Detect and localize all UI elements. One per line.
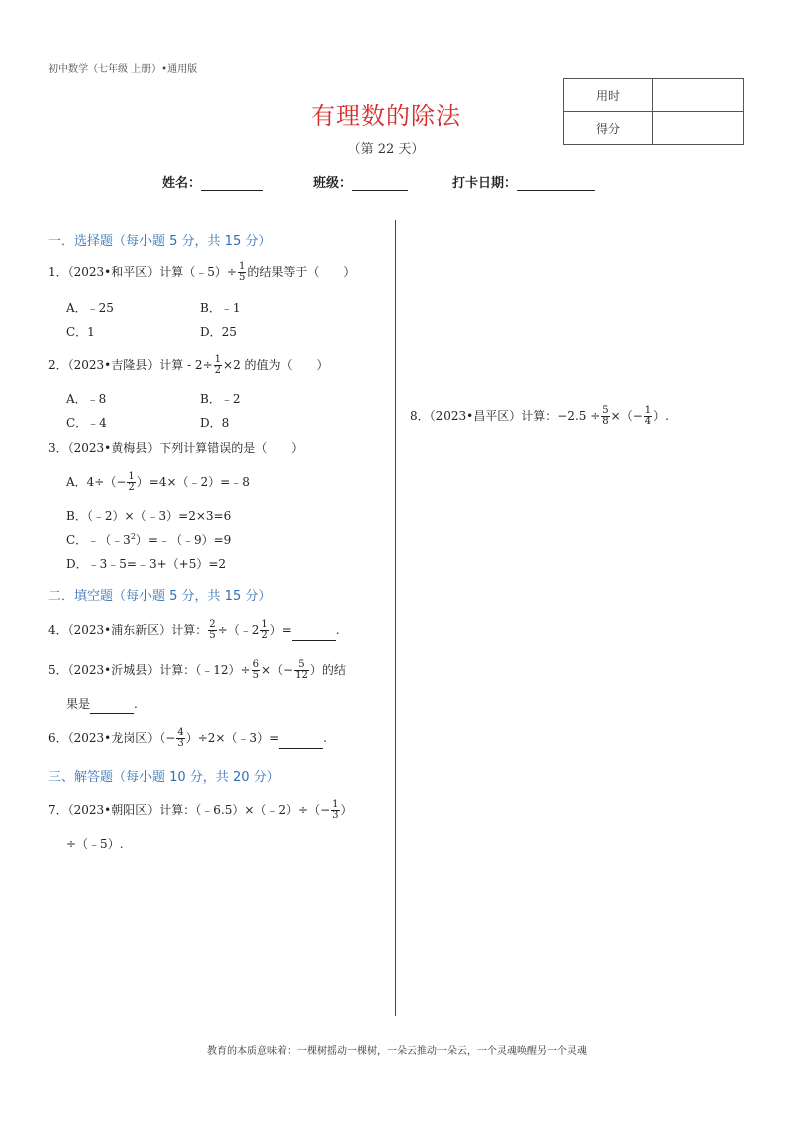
question-5-line2: 果是 . — [66, 694, 138, 714]
header-text: 初中数学（七年级 上册）•通用版 — [48, 64, 198, 75]
score-field[interactable] — [653, 112, 744, 145]
score-label: 得分 — [564, 112, 653, 145]
question-7-line2: ÷（﹣5）. — [66, 837, 124, 851]
q2-option-b: B．﹣2 — [200, 392, 241, 406]
date-info — [452, 172, 595, 191]
section-fill: 二．填空题（每小题 5 分，共 15 分） — [48, 589, 272, 604]
question-5: 5．（2023•沂城县）计算：（﹣12）÷ $\frac{6}{5}$ ×（− $\frac{5}{12}$ ）的结 — [48, 659, 346, 681]
q2-option-a: A．﹣8 — [66, 392, 107, 406]
q1-option-a: A．﹣25 — [66, 301, 114, 315]
name-field[interactable] — [201, 176, 263, 191]
q6-answer-blank[interactable] — [279, 736, 323, 749]
time-label: 用时 — [564, 79, 653, 112]
page-title: 有理数的除法 — [311, 102, 461, 130]
question-8: 8．（2023•昌平区）计算：−2.5 ÷ $\frac{5}{8}$ ×（− $\frac{1}{4}$ ）. — [410, 405, 669, 427]
q3-option-d: D．﹣3﹣5=﹣3+（+5）=2 — [66, 557, 227, 571]
date-field[interactable] — [517, 176, 595, 191]
q4-answer-blank[interactable] — [292, 628, 336, 641]
question-7: 7．（2023•朝阳区）计算：（﹣6.5）×（﹣2）÷（− $\frac{1}{3}$ ） — [48, 799, 353, 821]
q1-option-b: B．﹣1 — [200, 301, 241, 315]
q3-option-c: C．$﹣(﹣3^2)=﹣(﹣9)=9$ — [66, 532, 232, 547]
name-info — [162, 172, 263, 191]
class-info — [313, 172, 408, 191]
page-subtitle: （第 22 天） — [347, 142, 425, 157]
question-6: 6．（2023•龙岗区）（− $\frac{4}{3}$ ）÷2×（﹣3）= . — [48, 727, 327, 749]
date-label: 打卡日期： — [452, 176, 518, 191]
question-1: 1．（2023•和平区）计算（﹣5）÷ $\frac{1}{5}$ 的结果等于（ ） — [48, 261, 356, 283]
name-label: 姓名： — [162, 176, 202, 191]
section-choice: 一．选择题（每小题 5 分，共 15 分） — [48, 234, 272, 249]
q3-option-a: A．4÷（− $\frac{1}{2}$ ）=4×（﹣2）=﹣8 — [66, 471, 250, 493]
score-table — [563, 78, 744, 145]
class-field[interactable] — [352, 176, 408, 191]
class-label: 班级： — [313, 176, 353, 191]
q2-option-c: C．﹣4 — [66, 416, 107, 430]
q3-option-b: B．（﹣2）×（﹣3）=2×3=6 — [66, 509, 232, 523]
question-2: 2．（2023•吉隆县）计算 - 2÷ $\frac{1}{2}$ ×2 的值为（ ） — [48, 354, 329, 376]
q5-answer-blank[interactable] — [90, 701, 134, 714]
q1-option-d: D．25 — [200, 325, 237, 339]
column-divider — [395, 220, 396, 1016]
footer-quote: 教育的本质意味着：一棵树摇动一棵树，一朵云推动一朵云，一个灵魂唤醒另一个灵魂 — [207, 1046, 587, 1057]
q1-option-c: C．1 — [66, 325, 95, 339]
q2-option-d: D．8 — [200, 416, 230, 430]
question-3: 3．（2023•黄梅县）下列计算错误的是（ ） — [48, 441, 304, 455]
question-4: 4．（2023•浦东新区）计算： $\frac{2}{5}$ ÷（﹣2 $\frac{1}{2}$ ）= . — [48, 619, 340, 641]
section-answer: 三、解答题（每小题 10 分，共 20 分） — [48, 770, 280, 785]
time-field[interactable] — [653, 79, 744, 112]
